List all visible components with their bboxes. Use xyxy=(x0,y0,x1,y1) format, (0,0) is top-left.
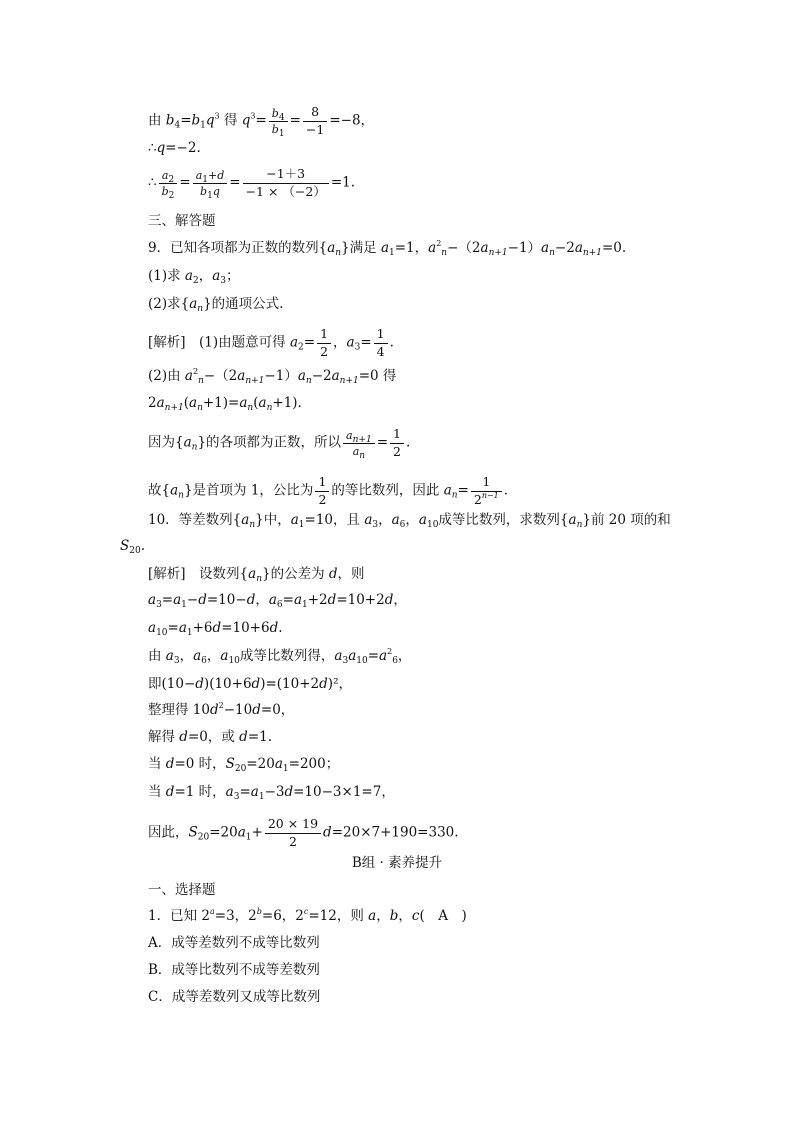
option-c: C．成等差数列又成等比数列 xyxy=(148,989,321,1005)
var: q xyxy=(205,112,215,129)
var: b xyxy=(165,112,175,129)
answer-9-line-4: 因为$\{a_n\}$的各项都为正数，所以 $\frac{a_{n+1}}{a_n}$ = $\frac{1}{2}$ . xyxy=(148,426,411,461)
answer-10-line-5: 即(10−d)(10+6d)=(10+2d)²， xyxy=(148,676,352,692)
text: = xyxy=(255,112,267,129)
question-10-cont: $S_{20}$. xyxy=(120,538,145,556)
fraction: $\frac{8}{-1}$ xyxy=(303,106,327,136)
fraction: $\frac{a_1+d}{b_1q}$ xyxy=(193,170,228,197)
solution-line-b4: 由 $b_4=b_1q^3$ 得 $q^3=$ $\frac{b_4}{b_1}$ = $\frac{8}{-1}$ =−8， xyxy=(148,104,375,139)
answer-10-line-10: 因此，$S_{20}=20a_1+$ $\frac{20 \times 19}{2}$ d=20×7+190=330. xyxy=(148,816,459,849)
fraction: $\frac{1}{2}$ xyxy=(315,476,329,506)
text: 由 xyxy=(148,112,166,129)
answer-10-line-9: 当 d=1 时，$a_3=a_1-3d=10-3\times 1=7$， xyxy=(148,784,395,802)
answer-10-line-8: 当 d=0 时，$S_{20}=20a_1=200$； xyxy=(148,756,340,774)
section-heading: 一、选择题 xyxy=(148,882,216,898)
solution-line-q: ∴q=−2. xyxy=(148,140,201,156)
fraction: $\frac{b_4}{b_1}$ xyxy=(269,108,288,135)
question-9-part-1: (1)求 $a_2$，$a_3$； xyxy=(148,268,240,286)
question-9-part-2: (2)求$\{a_n\}$的通项公式. xyxy=(148,296,284,314)
option-b: B．成等比数列不成等差数列 xyxy=(148,962,320,978)
fraction: $\frac{1}{2}$ xyxy=(317,328,331,358)
fraction: $\frac{a_{n+1}}{a_n}$ xyxy=(343,430,375,457)
question-9: 9．已知各项都为正数的数列$\{a_n\}$满足 $a_1=1$，$a^2_n-(2a_{n+1}-1)a_n-2a_{n+1}=0$. xyxy=(148,239,627,258)
fraction: $\frac{1}{2}$ xyxy=(390,428,404,458)
answer-9-line-1: [解析] (1)由题意可得 $a_2=$ $\frac{1}{2}$ ，$a_3=$ $\frac{1}{4}$ . xyxy=(148,326,394,359)
option-a: A．成等差数列不成等比数列 xyxy=(148,935,320,951)
text: =−8， xyxy=(329,112,375,129)
answer-10-line-4: 由 $a_3$，$a_6$，$a_{10}$成等比数列得，$a_3a_{10}=a^2_6$， xyxy=(148,647,412,666)
solution-line-ratio: ∴ $\frac{a_2}{b_2}$ = $\frac{a_1+d}{b_1q}$ = $\frac{-1+3}{-1 \times (-2)}$ =1. xyxy=(148,166,356,201)
answer-9-line-5: 故$\{a_n\}$是首项为 1，公比为 $\frac{1}{2}$ 的等比数列，因此 $a_n=$ $\frac{1}{2^{n-1}}$ . xyxy=(148,474,509,507)
text: = xyxy=(180,112,192,129)
question-1: 1．已知 $2^a=3$，$2^b=6$，$2^c=12$，则 a，b，c( A ) xyxy=(148,907,467,924)
answer-9-line-2: (2)由 $a^2_n-(2a_{n+1}-1)a_n-2a_{n+1}=0$ 得 xyxy=(148,367,397,386)
answer-10-line-2: $a_3=a_1-d=10-d$，$a_6=a_1+2d=10+2d$， xyxy=(148,592,407,610)
fraction: $\frac{1}{2^{n-1}}$ xyxy=(471,476,502,506)
answer-10-line-1: [解析] 设数列$\{a_n\}$的公差为 d，则 xyxy=(148,566,365,584)
question-10: 10．等差数列$\{a_n\}$中，$a_1=10$，且 $a_3$，$a_6$，$a_{10}$成等比数列，求数列$\{a_n\}$前 20 项的和 xyxy=(148,512,671,530)
fraction: $\frac{a_2}{b_2}$ xyxy=(159,170,178,197)
fraction: $\frac{20 \times 19}{2}$ xyxy=(265,818,321,848)
fraction: $\frac{-1+3}{-1 \times (-2)}$ xyxy=(243,168,329,198)
answer-9-line-3: $2a_{n+1}(a_n+1)=a_n(a_n+1)$. xyxy=(148,395,302,413)
fraction: $\frac{1}{4}$ xyxy=(374,328,388,358)
answer-10-line-3: $a_{10}=a_1+6d=10+6d$. xyxy=(148,620,283,638)
group-heading: B组 · 素养提升 xyxy=(351,855,443,871)
var: q xyxy=(241,112,251,129)
answer-10-line-7: 解得 d=0，或 d=1. xyxy=(148,729,273,745)
section-heading: 三、解答题 xyxy=(148,213,216,229)
answer-10-line-6: 整理得 $10d^2-10d=0$， xyxy=(148,701,295,718)
var: b xyxy=(191,112,201,129)
text: 得 xyxy=(223,112,242,129)
